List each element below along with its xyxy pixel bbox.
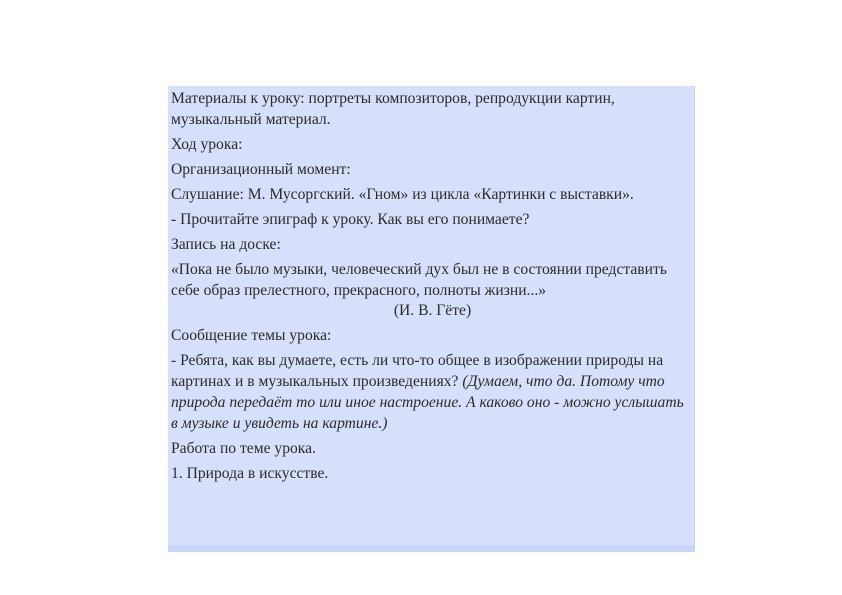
question-text: - Ребята, как вы думаете, есть ли что-то общее в изображении природы на картинах и в музыкальных произведениях?	[171, 352, 664, 390]
quote-author: (И. В. Гёте)	[393, 302, 472, 319]
answer-text: (Думаем, что да. Потому что природа передаёт то или иное настроение. А каково оно - можно услышать в музыке и увидеть на картине.)	[171, 373, 684, 432]
listening-paragraph: Слушание: М. Мусоргский. «Гном» из цикла «Картинки с выставки».	[171, 186, 634, 203]
materials-paragraph: Материалы к уроку: портреты композиторов, репродукции картин, музыкальный материал.	[171, 90, 615, 128]
topic-message-heading: Сообщение темы урока:	[171, 327, 332, 344]
topic-work-heading: Работа по теме урока.	[171, 440, 316, 457]
epigraph-quote: «Пока не было музыки, человеческий дух был не в состоянии представить себе образ прелестного, прекрасного, полноты жизни...»	[171, 261, 667, 299]
lesson-flow-heading: Ход урока:	[171, 136, 243, 153]
question-paragraph	[171, 350, 694, 434]
section-1-heading: 1. Природа в искусстве.	[171, 465, 329, 482]
org-moment-heading: Организационный момент:	[171, 161, 351, 178]
slide-bottom-bar	[168, 545, 694, 552]
board-note-heading: Запись на доске:	[171, 236, 281, 253]
epigraph-question: - Прочитайте эпиграф к уроку. Как вы его понимаете?	[171, 211, 530, 228]
lesson-slide	[168, 86, 695, 552]
